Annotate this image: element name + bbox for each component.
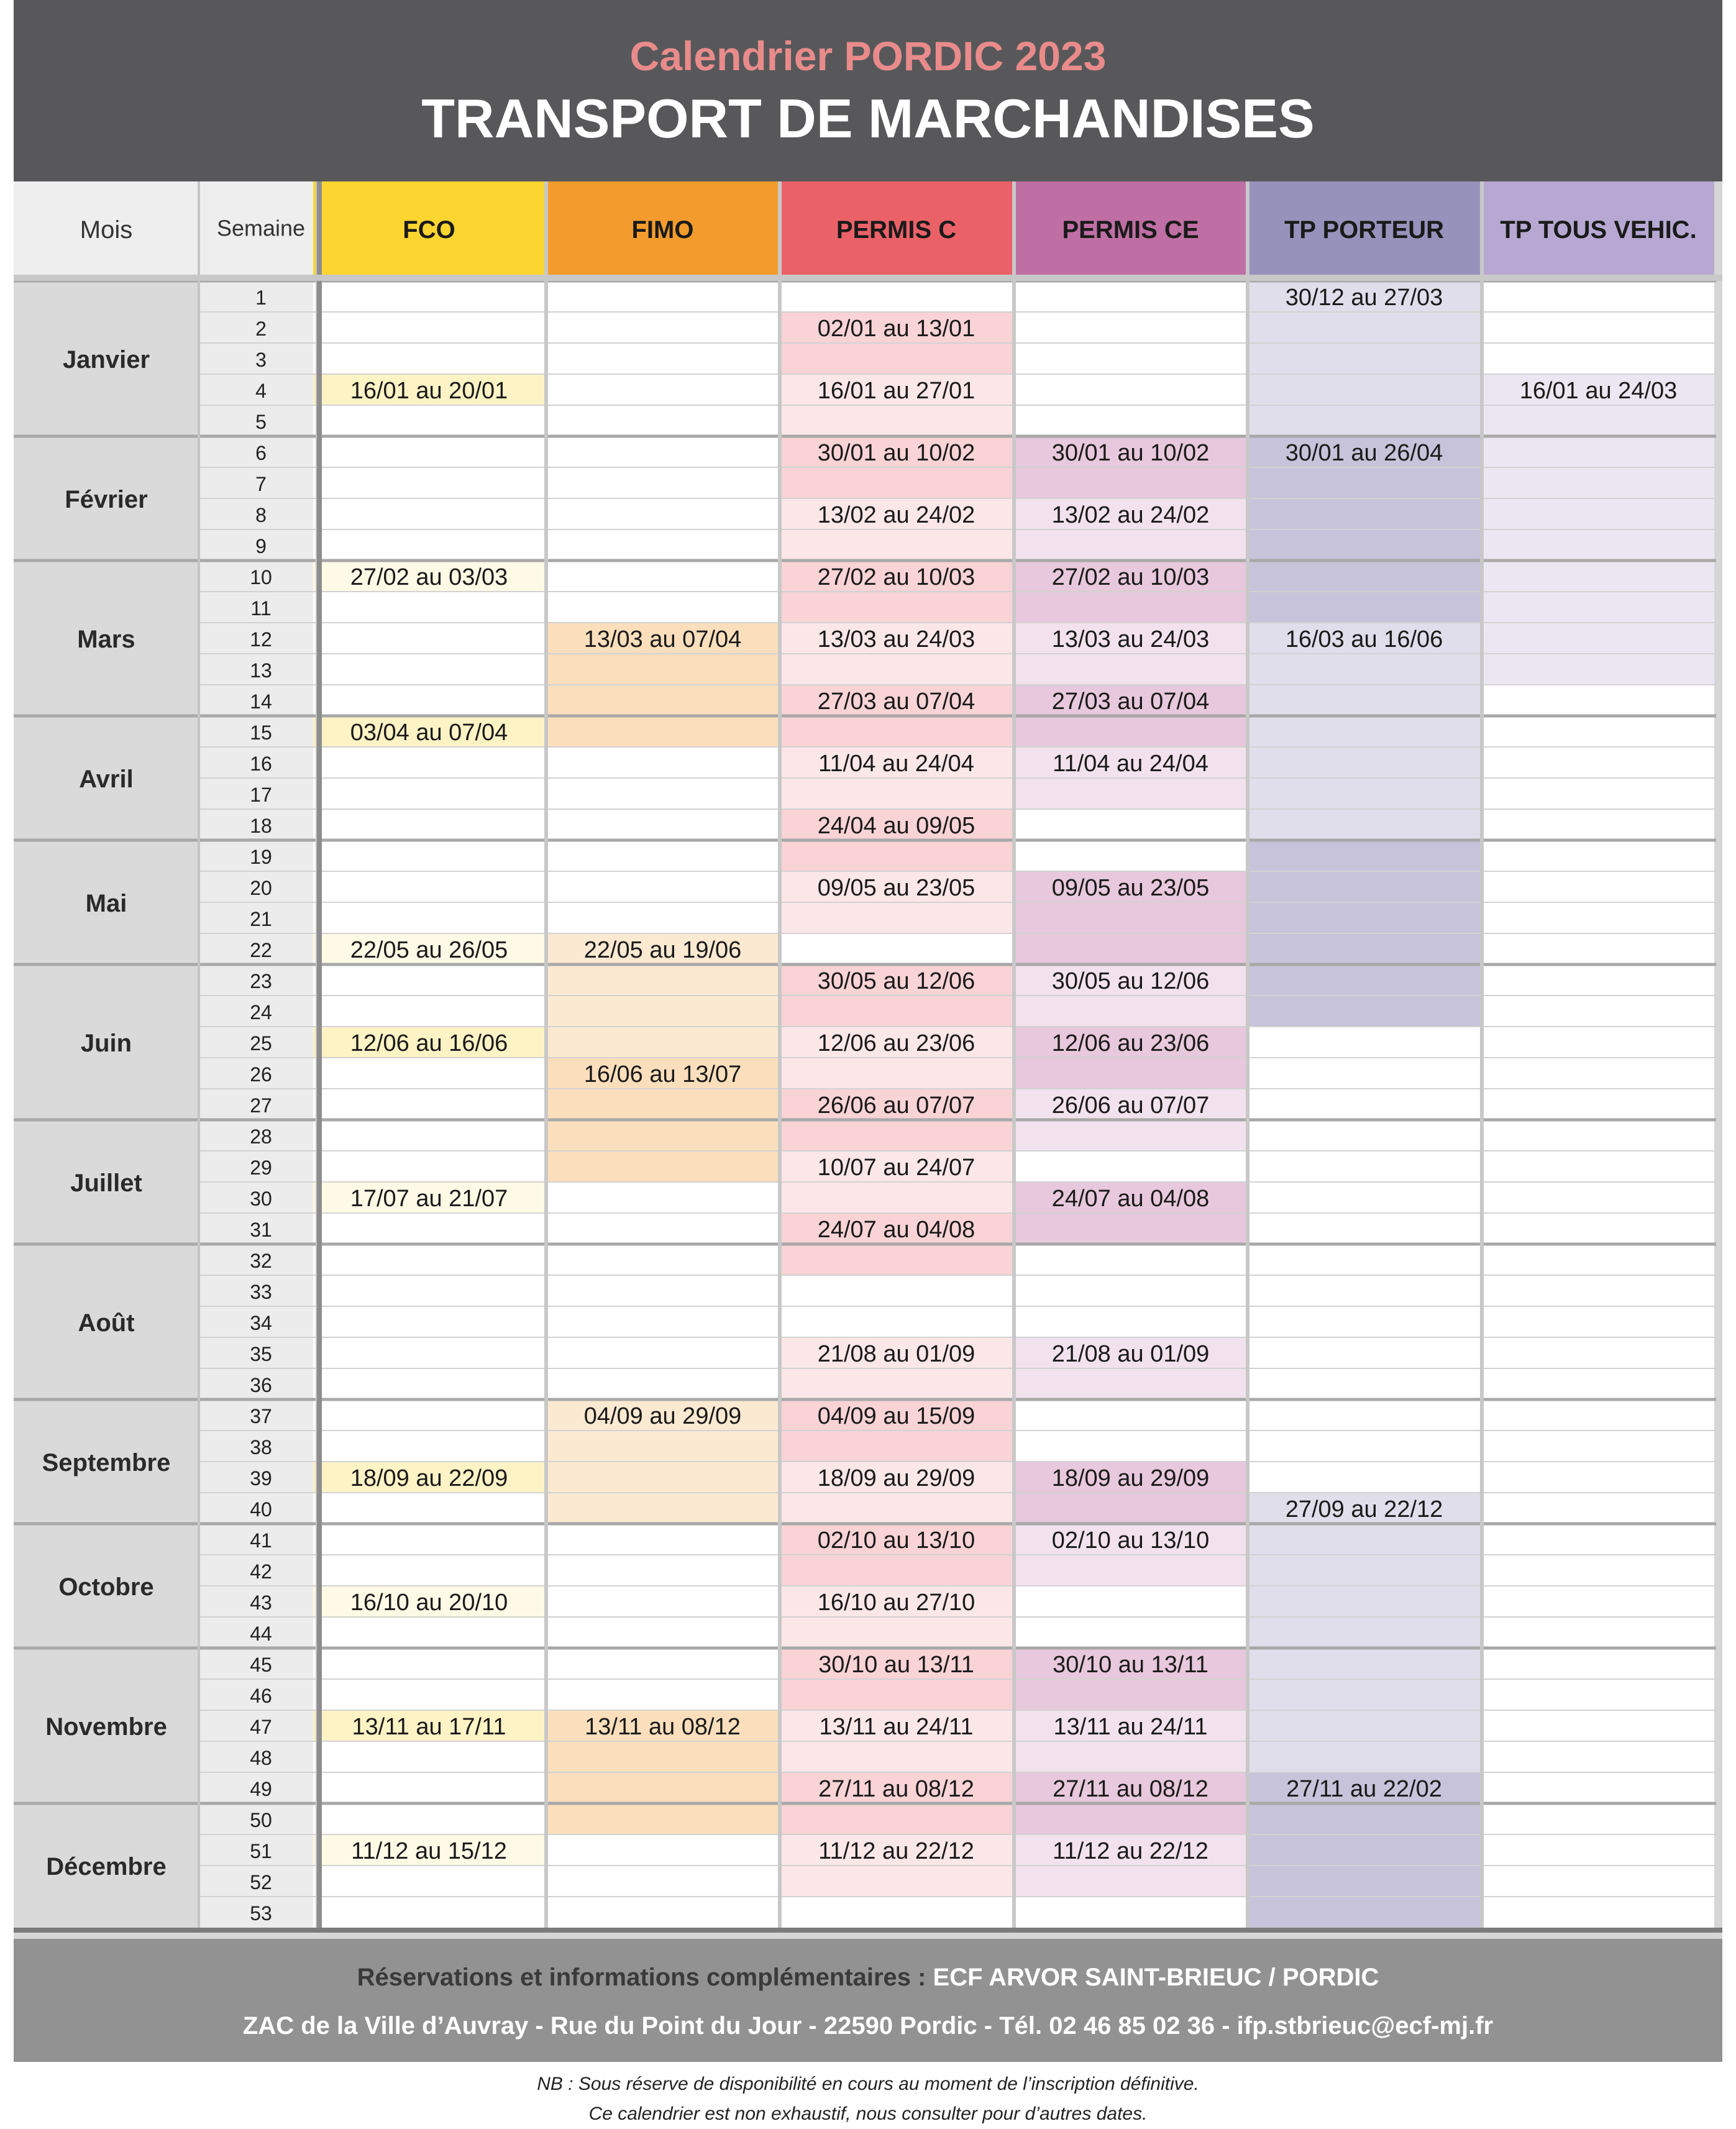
session-label: 16/10 au 27/10 [817, 1590, 975, 1616]
week-number: 9 [255, 535, 267, 557]
session-label: 13/11 au 24/11 [819, 1714, 974, 1740]
week-number: 49 [250, 1778, 272, 1800]
page-title: TRANSPORT DE MARCHANDISES [421, 88, 1315, 149]
week-number: 53 [250, 1902, 272, 1925]
session-label: 04/09 au 29/09 [583, 1403, 742, 1429]
session-label: 27/09 au 22/12 [1285, 1496, 1443, 1522]
session-label: 13/03 au 07/04 [583, 626, 742, 652]
session-label: 27/02 au 10/03 [817, 564, 975, 590]
session-block [1248, 1493, 1480, 1772]
week-number: 26 [250, 1063, 272, 1086]
week-number: 1 [255, 286, 267, 309]
week-number: 2 [255, 318, 267, 340]
session-label: 09/05 au 23/05 [1051, 875, 1210, 901]
session-label: 30/01 au 10/02 [817, 440, 975, 466]
week-number: 14 [250, 690, 272, 713]
month-label: Décembre [46, 1853, 167, 1880]
week-number: 5 [255, 411, 267, 433]
month-label: Juillet [70, 1170, 142, 1197]
session-label: 13/11 au 08/12 [585, 1714, 741, 1740]
session-label: 18/09 au 29/09 [817, 1465, 975, 1491]
week-number: 21 [250, 908, 272, 930]
session-label: 04/09 au 15/09 [817, 1403, 975, 1429]
week-number: 24 [250, 1001, 272, 1023]
session-label: 26/06 au 07/07 [1051, 1092, 1210, 1119]
week-number: 23 [250, 970, 272, 992]
month-label: Septembre [42, 1449, 171, 1477]
session-label: 12/06 au 16/06 [350, 1030, 508, 1056]
month-label: Mai [85, 890, 127, 917]
session-label: 27/03 au 07/04 [1051, 689, 1210, 715]
week-number: 10 [250, 566, 272, 588]
week-number: 35 [250, 1343, 272, 1365]
session-label: 18/09 au 29/09 [1051, 1465, 1210, 1491]
session-label: 16/01 au 24/03 [1519, 378, 1678, 404]
session-label: 24/07 au 04/08 [817, 1217, 975, 1243]
week-number: 37 [250, 1405, 272, 1427]
session-label: 30/05 au 12/06 [817, 968, 975, 994]
week-number: 31 [250, 1219, 272, 1241]
session-label: 16/06 au 13/07 [583, 1061, 742, 1087]
week-number: 30 [250, 1188, 272, 1210]
week-number: 13 [250, 659, 272, 682]
calendar-grid [14, 181, 1722, 1939]
week-number: 16 [250, 753, 272, 775]
header-semaine: Semaine [216, 215, 306, 241]
session-label: 30/01 au 10/02 [1051, 440, 1210, 466]
column-separator [544, 181, 548, 1928]
session-label: 13/11 au 17/11 [352, 1714, 506, 1740]
session-label: 30/10 au 13/11 [1053, 1652, 1208, 1678]
week-number: 44 [250, 1623, 272, 1645]
week-number: 48 [250, 1747, 272, 1769]
week-number: 22 [250, 939, 272, 961]
week-number: 32 [250, 1250, 272, 1272]
week-number: 17 [250, 784, 272, 806]
header-formation-2: PERMIS C [836, 216, 957, 244]
mois-column-bg [14, 281, 199, 1928]
week-number: 7 [255, 473, 267, 495]
week-number: 45 [250, 1654, 272, 1676]
week-number: 28 [250, 1125, 272, 1148]
week-number: 25 [250, 1032, 272, 1055]
session-label: 02/10 au 13/10 [1051, 1527, 1210, 1554]
month-label: Avril [79, 766, 134, 793]
footer-contact [14, 1939, 1722, 2062]
session-label: 22/05 au 26/05 [350, 937, 508, 963]
session-label: 30/12 au 27/03 [1285, 285, 1443, 311]
week-number: 27 [250, 1094, 272, 1117]
week-number: 3 [255, 349, 267, 371]
header-formation-0: FCO [403, 216, 455, 244]
header-formation-1: FIMO [631, 216, 694, 244]
header-formation-4: TP PORTEUR [1284, 216, 1445, 244]
footer-reservation-line [14, 1964, 1722, 1992]
session-label: 17/07 au 21/07 [350, 1186, 508, 1212]
session-label: 21/08 au 01/09 [817, 1341, 975, 1367]
session-label: 13/02 au 24/02 [1051, 502, 1210, 528]
session-label: 27/11 au 22/02 [1286, 1776, 1442, 1802]
week-number: 38 [250, 1436, 272, 1458]
session-label: 16/01 au 27/01 [817, 378, 975, 404]
column-separator [778, 181, 782, 1928]
session-label: 18/09 au 22/09 [350, 1465, 508, 1491]
week-number: 11 [250, 597, 272, 620]
week-number: 50 [250, 1809, 272, 1831]
week-number: 4 [255, 380, 267, 402]
session-label: 21/08 au 01/09 [1051, 1341, 1210, 1367]
session-label: 24/07 au 04/08 [1051, 1186, 1210, 1212]
session-label: 11/12 au 22/12 [818, 1838, 974, 1864]
session-label: 27/02 au 10/03 [1051, 564, 1210, 590]
session-label: 12/06 au 23/06 [1051, 1030, 1210, 1056]
week-number: 33 [250, 1281, 272, 1303]
session-label: 11/12 au 15/12 [351, 1838, 507, 1864]
session-label: 02/10 au 13/10 [817, 1527, 975, 1554]
header-mois: Mois [80, 216, 133, 244]
session-label: 02/01 au 13/01 [817, 316, 975, 342]
session-label: 30/01 au 26/04 [1285, 440, 1443, 466]
week-number: 46 [250, 1685, 272, 1707]
week-number: 20 [250, 877, 272, 899]
footer-address: ZAC de la Ville d’Auvray - Rue du Point du Jour - 22590 Pordic - Tél. 02 46 85 02 36 - ifp.stbrieuc@ecf-mj.fr [242, 2012, 1494, 2040]
session-label: 30/05 au 12/06 [1051, 968, 1210, 994]
footer-agency: ECF ARVOR SAINT-BRIEUC / PORDIC [933, 1964, 1379, 1991]
session-label: 27/11 au 08/12 [818, 1776, 974, 1802]
session-label: 13/11 au 24/11 [1053, 1714, 1208, 1740]
column-separator [1480, 181, 1484, 1928]
month-label: Juin [80, 1030, 132, 1057]
session-label: 13/03 au 24/03 [1051, 626, 1210, 652]
session-label: 11/04 au 24/04 [1053, 751, 1208, 777]
session-label: 09/05 au 23/05 [817, 875, 975, 901]
month-label: Mars [77, 626, 135, 653]
session-label: 13/02 au 24/02 [817, 502, 975, 528]
column-separator [1246, 181, 1249, 1928]
session-label: 10/07 au 24/07 [817, 1155, 975, 1181]
week-number: 18 [250, 815, 272, 837]
footnotes [0, 2069, 1736, 2129]
semaine-separator [317, 181, 322, 1928]
week-number: 39 [250, 1467, 272, 1490]
footer-prefix: Réservations et informations complémentaires : [357, 1964, 933, 1991]
session-label: 30/10 au 13/11 [818, 1652, 974, 1678]
week-number: 15 [250, 721, 272, 744]
session-label: 11/04 au 24/04 [818, 751, 974, 777]
week-number: 52 [250, 1871, 272, 1893]
grid-bottom-rule [14, 1928, 1722, 1933]
week-number: 29 [250, 1156, 272, 1179]
footnote-non-exhaustive: Ce calendrier est non exhaustif, nous consulter pour d’autres dates. [588, 2104, 1148, 2124]
session-label: 16/03 au 16/06 [1285, 626, 1443, 652]
week-number: 36 [250, 1374, 272, 1396]
week-number: 12 [250, 628, 272, 651]
week-number: 8 [255, 504, 267, 526]
session-block [1248, 623, 1480, 840]
session-label: 16/10 au 20/10 [350, 1590, 508, 1616]
session-label: 03/04 au 07/04 [350, 720, 508, 746]
column-bg-0 [313, 281, 545, 1928]
week-number: 34 [250, 1312, 272, 1334]
column-separator [1012, 181, 1016, 1928]
month-label: Août [78, 1309, 135, 1337]
week-number: 19 [250, 846, 272, 868]
session-label: 27/02 au 03/03 [350, 564, 508, 590]
session-label: 24/04 au 09/05 [817, 813, 975, 839]
week-number: 51 [250, 1840, 272, 1862]
week-number: 43 [250, 1591, 272, 1614]
session-label: 26/06 au 07/07 [817, 1092, 975, 1119]
week-number: 41 [250, 1529, 272, 1552]
session-label: 12/06 au 23/06 [817, 1030, 975, 1056]
month-label: Janvier [62, 346, 150, 373]
week-number: 42 [250, 1560, 272, 1583]
session-label: 22/05 au 19/06 [583, 937, 742, 963]
header-formation-3: PERMIS CE [1062, 216, 1199, 244]
month-label: Octobre [58, 1573, 154, 1601]
session-label: 27/11 au 08/12 [1053, 1776, 1208, 1802]
header-formation-5: TP TOUS VEHIC. [1500, 216, 1697, 244]
week-number: 40 [250, 1498, 272, 1521]
header-separator [14, 275, 1722, 281]
footnote-availability: NB : Sous réserve de disponibilité en cours au moment de l’inscription définitive. [537, 2074, 1199, 2094]
session-label: 11/12 au 22/12 [1053, 1838, 1208, 1864]
page-subtitle: Calendrier PORDIC 2023 [629, 33, 1107, 79]
session-label: 13/03 au 24/03 [817, 626, 975, 652]
session-label: 16/01 au 20/01 [350, 378, 508, 404]
month-label: Novembre [45, 1713, 167, 1741]
header-banner [14, 0, 1722, 181]
session-label: 27/03 au 07/04 [817, 689, 975, 715]
week-number: 6 [255, 442, 267, 464]
week-number: 47 [250, 1716, 272, 1738]
month-label: Février [65, 486, 148, 513]
